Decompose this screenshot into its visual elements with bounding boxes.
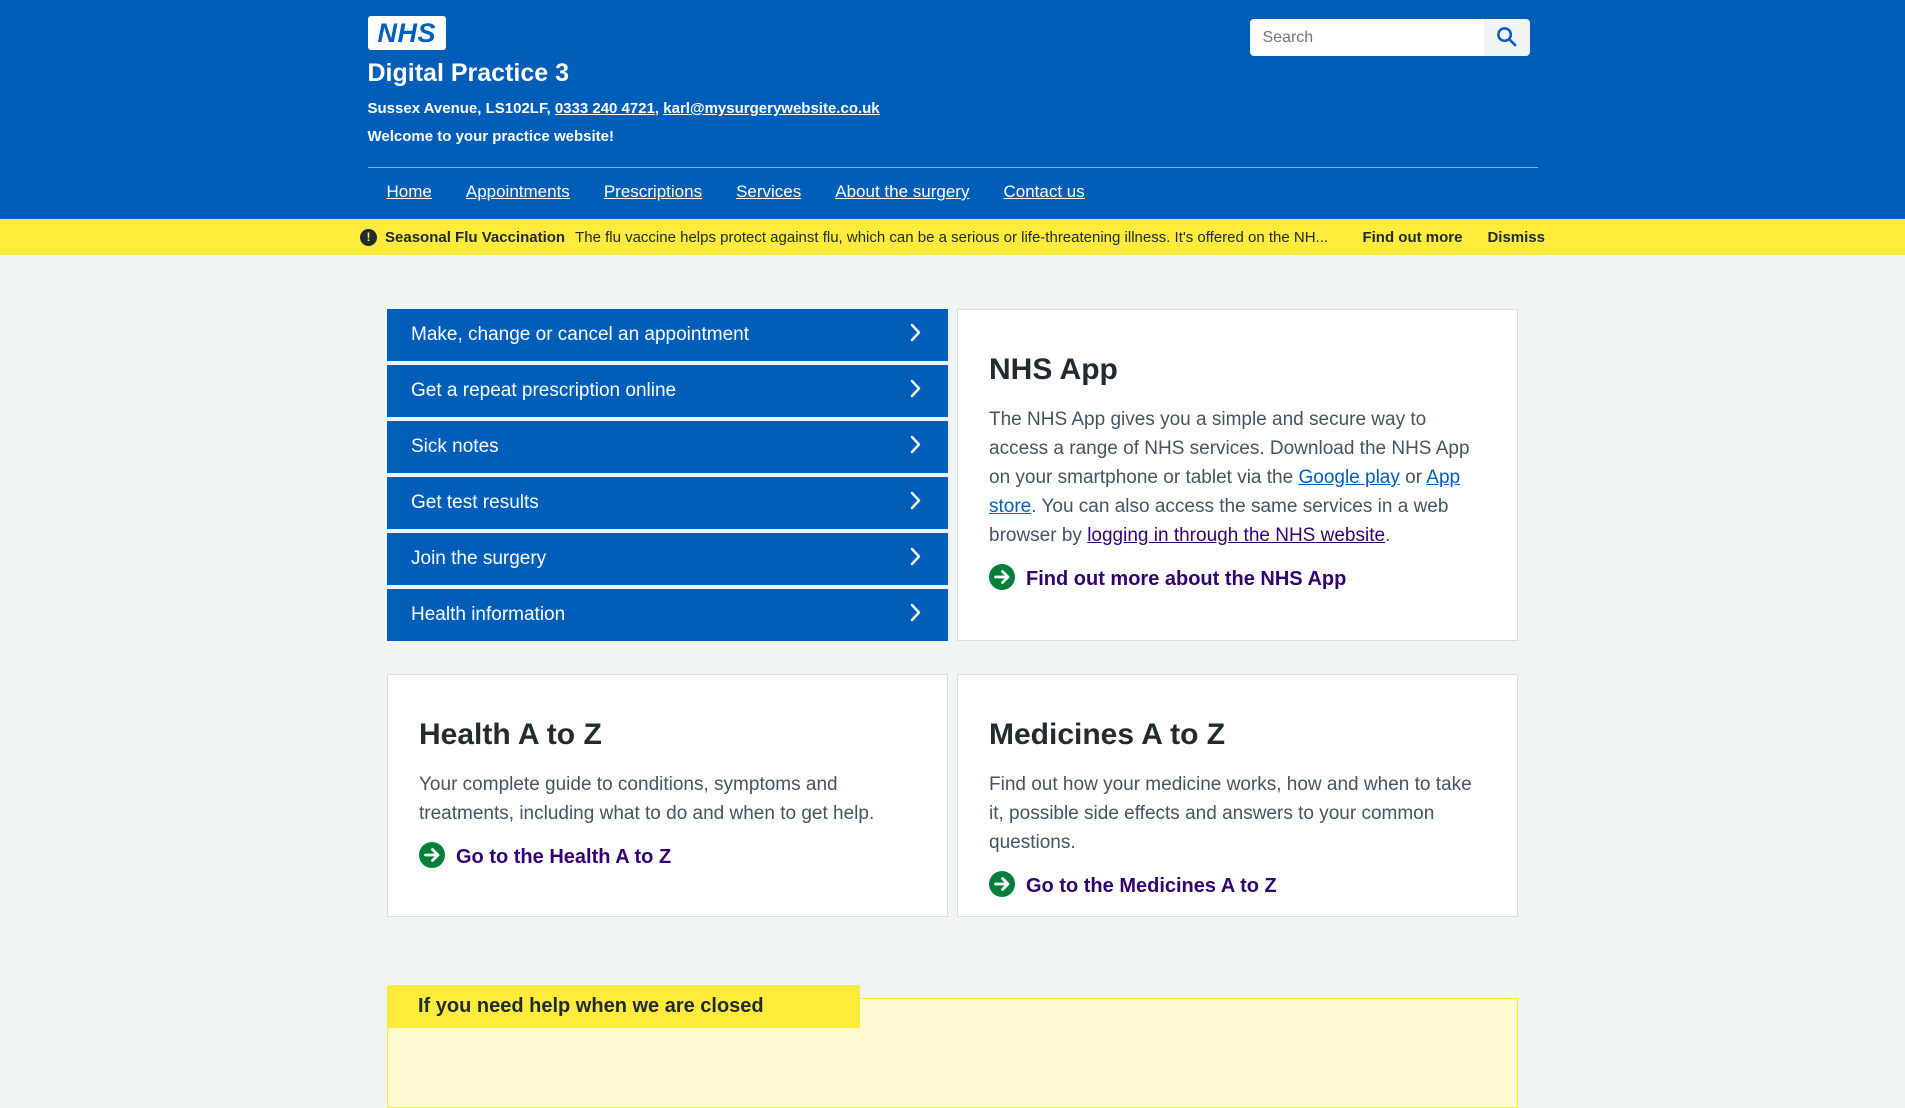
chevron-right-icon xyxy=(910,603,921,628)
alert-title: Seasonal Flu Vaccination xyxy=(385,228,566,246)
arrow-right-circle-icon xyxy=(989,564,1015,595)
nhs-app-text: The NHS App gives you a simple and secure way to access a range of NHS services. Download the NHS App on your smartphone or tablet via the xyxy=(989,409,1470,488)
alert-message: The flu vaccine helps protect against flu, which can be a serious or life-threatening illness. It's offered on the NH... xyxy=(575,228,1329,246)
practice-address: Sussex Avenue, LS102LF, xyxy=(367,100,551,117)
google-play-link[interactable]: Google play xyxy=(1298,467,1400,488)
quick-link-sick-notes[interactable] xyxy=(387,421,948,473)
cta-label: Find out more about the NHS App xyxy=(1026,568,1347,590)
quick-link-join-surgery[interactable] xyxy=(387,533,948,585)
quick-link-appointment[interactable] xyxy=(387,309,948,361)
exclamation-circle-icon: ! xyxy=(360,229,377,246)
search-input[interactable] xyxy=(1250,19,1484,56)
quick-links xyxy=(387,309,948,641)
nhs-app-text: . You can also access the same services in a web browser by xyxy=(989,496,1449,546)
nav-item-about-the-surgery[interactable]: About the surgery xyxy=(835,182,970,201)
app-store-link[interactable]: App store xyxy=(989,467,1461,517)
quick-link-label: Get a repeat prescription online xyxy=(411,380,677,401)
separator: , xyxy=(654,100,660,117)
quick-link-label: Sick notes xyxy=(411,436,499,457)
chevron-right-icon xyxy=(910,491,921,516)
quick-link-test-results[interactable] xyxy=(387,477,948,529)
chevron-right-icon xyxy=(910,379,921,404)
quick-link-label: Make, change or cancel an appointment xyxy=(411,324,749,345)
nhs-app-description xyxy=(989,405,1486,550)
nhs-app-find-out-more-link[interactable] xyxy=(989,564,1486,595)
main-navigation xyxy=(368,168,1538,219)
search-bar xyxy=(1250,19,1530,56)
email-link[interactable]: karl@mysurgerywebsite.co.uk xyxy=(663,100,880,117)
search-button[interactable] xyxy=(1484,19,1530,56)
medicines-a-to-z-title: Medicines A to Z xyxy=(989,718,1226,751)
health-a-to-z-title: Health A to Z xyxy=(419,718,602,751)
alert-find-out-more-link[interactable]: Find out more xyxy=(1362,228,1463,246)
cta-label: Go to the Health A to Z xyxy=(456,846,672,868)
closed-help-section xyxy=(387,985,1518,1105)
quick-link-label: Health information xyxy=(411,604,566,625)
cta-label: Go to the Medicines A to Z xyxy=(1026,875,1277,897)
contact-line xyxy=(368,100,1538,117)
nhs-app-text: or xyxy=(1399,467,1427,488)
main-content xyxy=(387,309,1518,1105)
search-icon xyxy=(1495,25,1518,51)
nav-item-appointments[interactable]: Appointments xyxy=(465,182,570,201)
nhs-app-text: . xyxy=(1385,525,1391,546)
health-a-to-z-link[interactable] xyxy=(419,842,916,873)
practice-name: Digital Practice 3 xyxy=(367,59,569,87)
medicines-a-to-z-card xyxy=(957,674,1518,917)
quick-link-health-information[interactable] xyxy=(387,589,948,641)
quick-link-label: Join the surgery xyxy=(411,548,547,569)
chevron-right-icon xyxy=(910,547,921,572)
nhs-app-title: NHS App xyxy=(989,353,1118,386)
medicines-a-to-z-description: Find out how your medicine works, how and when to take it, possible side effects and answers to your common questions. xyxy=(989,774,1472,853)
nhs-logo[interactable]: NHS xyxy=(368,16,447,50)
nav-item-prescriptions[interactable]: Prescriptions xyxy=(603,182,703,201)
alert-banner xyxy=(0,219,1905,255)
quick-link-repeat-prescription[interactable] xyxy=(387,365,948,417)
arrow-right-circle-icon xyxy=(989,871,1015,902)
welcome-message: Welcome to your practice website! xyxy=(367,128,614,145)
nav-item-home[interactable]: Home xyxy=(386,182,432,201)
health-a-to-z-card xyxy=(387,674,948,917)
quick-link-label: Get test results xyxy=(411,492,539,513)
site-header xyxy=(0,0,1905,219)
medicines-a-to-z-link[interactable] xyxy=(989,871,1486,902)
alert-dismiss-button[interactable]: Dismiss xyxy=(1487,228,1545,246)
nhs-website-login-link[interactable]: logging in through the NHS website xyxy=(1087,525,1386,546)
phone-link[interactable]: 0333 240 4721 xyxy=(554,100,655,117)
chevron-right-icon xyxy=(910,323,921,348)
nav-item-contact-us[interactable]: Contact us xyxy=(1003,182,1085,201)
nhs-app-card xyxy=(957,309,1518,641)
closed-help-heading: If you need help when we are closed xyxy=(387,985,860,1028)
health-a-to-z-description: Your complete guide to conditions, symptoms and treatments, including what to do and when to get help. xyxy=(419,774,875,824)
arrow-right-circle-icon xyxy=(419,842,445,873)
chevron-right-icon xyxy=(910,435,921,460)
nav-item-services[interactable]: Services xyxy=(736,182,802,201)
